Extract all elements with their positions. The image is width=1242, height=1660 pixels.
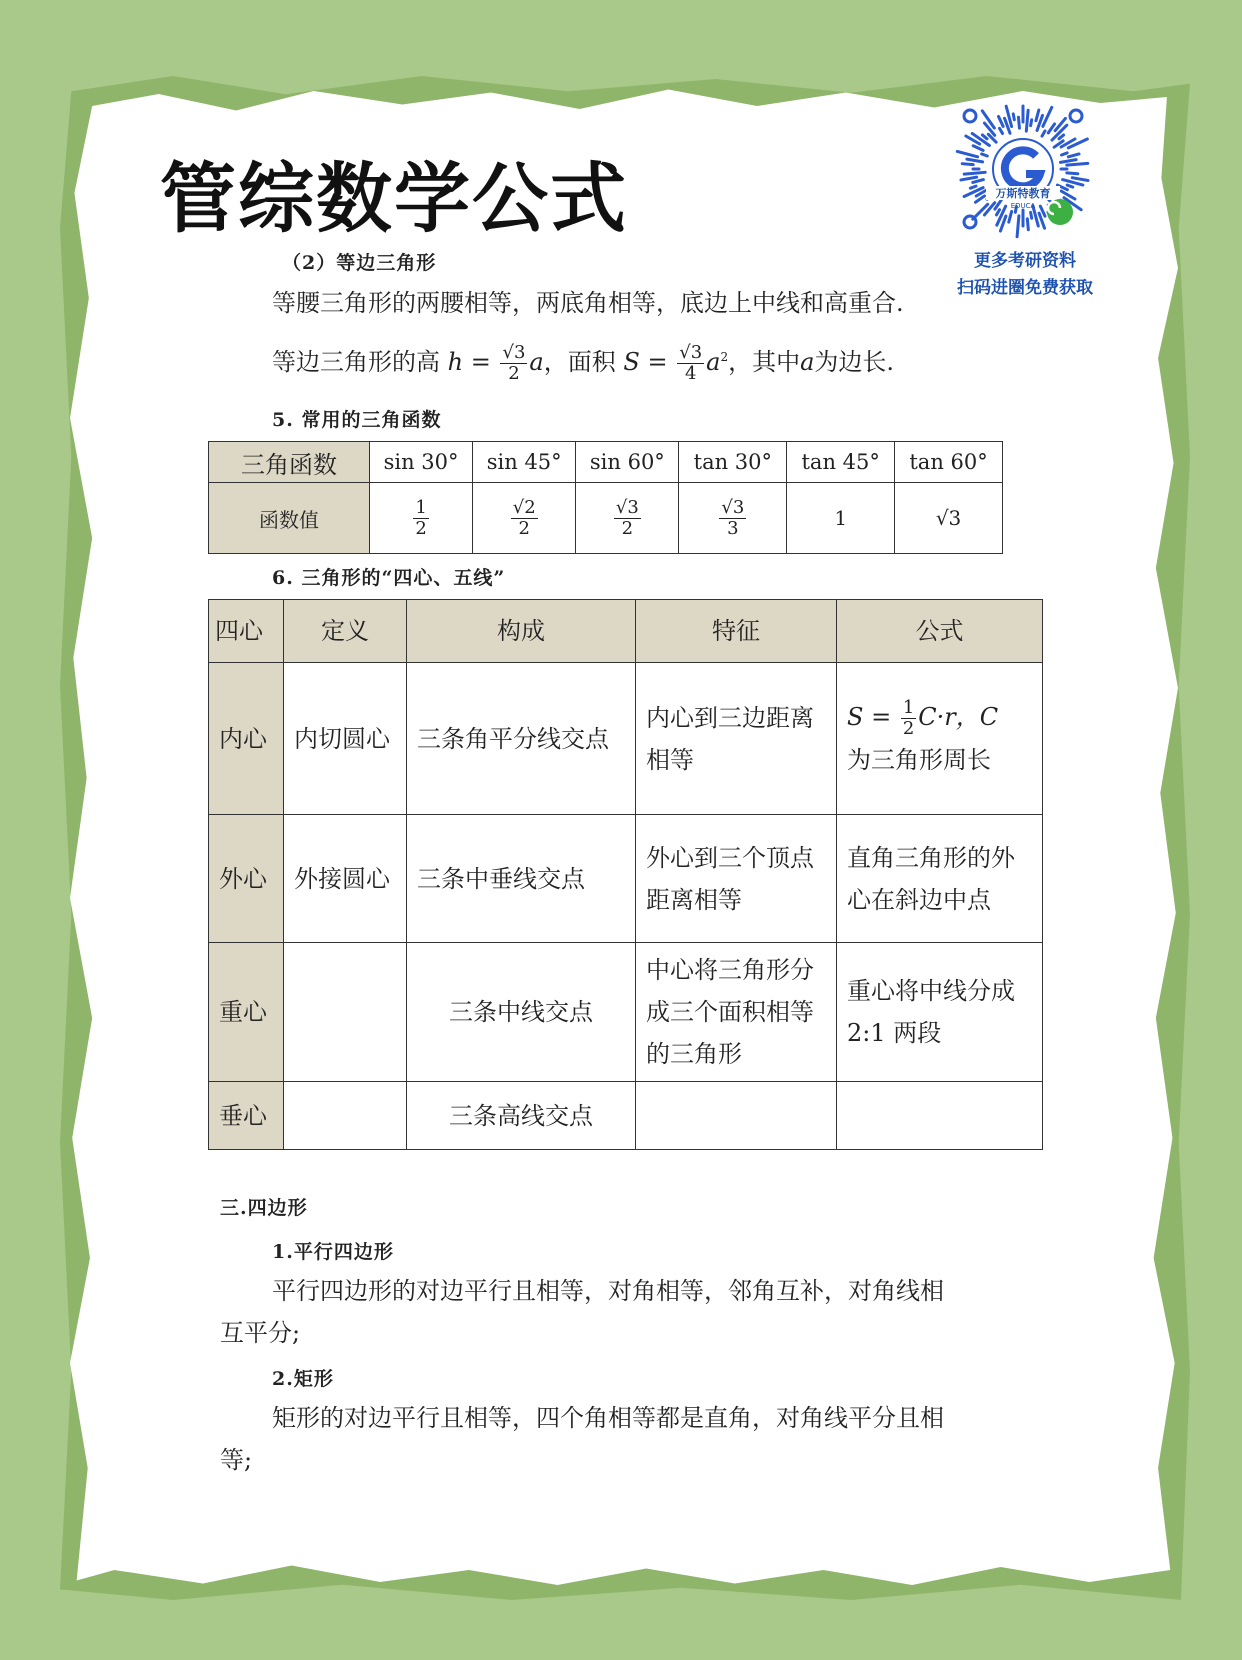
area-den: 4 bbox=[684, 363, 697, 384]
centers-col-header: 特征 bbox=[636, 600, 837, 663]
qr-dash bbox=[1031, 212, 1032, 218]
qr-caption-line1: 更多考研资料 bbox=[974, 251, 1076, 271]
qr-dash bbox=[962, 164, 973, 165]
qr-dash bbox=[1067, 163, 1088, 165]
qr-dash bbox=[961, 177, 977, 180]
center-def bbox=[284, 1082, 407, 1150]
trig-table bbox=[208, 441, 1003, 554]
center-make: 三条高线交点 bbox=[407, 1082, 636, 1150]
center-formula: S = $\frac{1}{2}$ C·r，C 为三角形周长 bbox=[837, 663, 1043, 815]
trig-value: 1 bbox=[787, 483, 895, 554]
qr-dash bbox=[967, 159, 983, 162]
center-def bbox=[284, 943, 407, 1082]
center-feature: 内心到三边距离相等 bbox=[636, 663, 837, 815]
trig-value: $\frac{√3}{2}$ bbox=[576, 483, 679, 554]
trig-value: $\frac{√3}{3}$ bbox=[679, 483, 787, 554]
qr-dash bbox=[1018, 117, 1019, 128]
table-row bbox=[209, 943, 1043, 1082]
var-a-area: a bbox=[706, 348, 721, 376]
qr-dash bbox=[1067, 173, 1078, 174]
center-name: 重心 bbox=[209, 943, 284, 1082]
qr-dash bbox=[995, 200, 1001, 209]
center-name: 垂心 bbox=[209, 1082, 284, 1150]
qr-dash bbox=[1009, 212, 1012, 223]
quad-heading: 三.四边形 bbox=[220, 1197, 308, 1219]
center-formula: 直角三角形的外心在斜边中点 bbox=[837, 815, 1043, 943]
qr-dash bbox=[1060, 160, 1076, 163]
center-feature: 中心将三角形分成三个面积相等的三角形 bbox=[636, 943, 837, 1082]
trig-col: sin 60° bbox=[576, 442, 679, 483]
qr-dash bbox=[1059, 135, 1064, 139]
triangle-line2-c: ，其中 bbox=[728, 348, 801, 376]
qr-dash bbox=[997, 210, 1000, 215]
qr-dash bbox=[964, 172, 985, 174]
parallelogram-heading: 1.平行四边形 bbox=[272, 1241, 394, 1263]
rectangle-text-b: 等; bbox=[220, 1446, 253, 1474]
var-a-side: a bbox=[800, 348, 815, 376]
center-feature bbox=[636, 1082, 837, 1150]
centers-col-header: 公式 bbox=[837, 600, 1043, 663]
trig-heading: 5. 常用的三角函数 bbox=[272, 409, 442, 431]
center-name: 外心 bbox=[209, 815, 284, 943]
center-def: 外接圆心 bbox=[284, 815, 407, 943]
qr-dash bbox=[1048, 124, 1054, 133]
centers-col-header: 四心 bbox=[209, 600, 284, 663]
center-formula bbox=[837, 1082, 1043, 1150]
triangle-line2-d: 为边长. bbox=[814, 348, 895, 376]
qr-dash bbox=[1000, 128, 1003, 133]
qr-dash bbox=[1013, 114, 1014, 120]
qr-code-icon[interactable] bbox=[948, 94, 1098, 244]
triangle-line2-b: ，面积 bbox=[543, 348, 616, 376]
qr-brand-en: EDUCA bbox=[1010, 202, 1036, 210]
qr-dash bbox=[1068, 154, 1079, 157]
qr-dash bbox=[1042, 131, 1045, 136]
trig-col: tan 45° bbox=[787, 442, 895, 483]
centers-table bbox=[208, 599, 1043, 1150]
trig-header-row bbox=[209, 442, 1003, 483]
area-fraction: $\frac{√3}{4}$ bbox=[679, 342, 703, 384]
center-feature: 外心到三个顶点距离相等 bbox=[636, 815, 837, 943]
qr-dash bbox=[1043, 107, 1052, 126]
trig-value: √3 bbox=[895, 483, 1003, 554]
qr-dash bbox=[1027, 219, 1028, 230]
qr-dash bbox=[982, 135, 987, 139]
qr-dash bbox=[1062, 153, 1068, 155]
var-h: h bbox=[447, 348, 464, 376]
qr-dash bbox=[1026, 110, 1028, 131]
qr-caption bbox=[935, 248, 1115, 302]
qr-dash bbox=[1017, 216, 1019, 237]
centers-heading: 6. 三角形的“四心、五线” bbox=[272, 567, 506, 589]
trig-col: tan 60° bbox=[895, 442, 1003, 483]
qr-dash bbox=[1031, 120, 1032, 126]
centers-col-header: 构成 bbox=[407, 600, 636, 663]
var-S: S bbox=[623, 348, 640, 376]
trig-row-values: 函数值 bbox=[209, 483, 370, 554]
center-make: 三条中线交点 bbox=[407, 943, 636, 1082]
table-row bbox=[209, 815, 1043, 943]
centers-col-header: 定义 bbox=[284, 600, 407, 663]
section-heading-equilateral: （2）等边三角形 bbox=[282, 252, 437, 274]
center-def: 内切圆心 bbox=[284, 663, 407, 815]
table-row bbox=[209, 663, 1043, 815]
trig-col: sin 45° bbox=[473, 442, 576, 483]
qr-dash bbox=[970, 186, 976, 188]
trig-values-row bbox=[209, 483, 1003, 554]
var-a-height: a bbox=[529, 348, 544, 376]
trig-value: $\frac{1}{2}$ bbox=[370, 483, 473, 554]
trig-row-header: 三角函数 bbox=[209, 442, 370, 483]
center-name: 内心 bbox=[209, 663, 284, 815]
trig-col: sin 30° bbox=[370, 442, 473, 483]
height-sqrt-3: 3 bbox=[513, 342, 526, 363]
triangle-line2-a: 等边三角形的高 bbox=[272, 348, 440, 376]
qr-dash bbox=[957, 151, 977, 156]
trig-value: $\frac{√2}{2}$ bbox=[473, 483, 576, 554]
qr-dash bbox=[1072, 178, 1088, 181]
qr-brand: 万斯特教育 bbox=[995, 187, 1051, 200]
qr-dash bbox=[973, 180, 984, 183]
parallelogram-text-a: 平行四边形的对边平行且相等，对角相等，邻角互补，对角线相 bbox=[272, 1277, 944, 1305]
center-formula: 重心将中线分成 2:1 两段 bbox=[837, 943, 1043, 1082]
center-make: 三条角平分线交点 bbox=[407, 663, 636, 815]
table-row bbox=[209, 1082, 1043, 1150]
area-sqrt-3: 3 bbox=[690, 342, 703, 363]
page-title: 管综数学公式 bbox=[160, 154, 628, 243]
triangle-line2: 等边三角形的高 h = $\frac{√3}{2}$ a，面积 S = $\frac{√3}{4}$ $a^2$，其中a为边长. bbox=[272, 342, 895, 384]
centers-header-row bbox=[209, 600, 1043, 663]
qr-caption-line2: 扫码进圈免费获取 bbox=[957, 278, 1093, 298]
qr-dash bbox=[973, 146, 983, 151]
height-fraction: $\frac{√3}{2}$ bbox=[502, 342, 526, 384]
qr-dash bbox=[998, 116, 1003, 126]
rectangle-heading: 2.矩形 bbox=[272, 1368, 334, 1390]
qr-dash bbox=[982, 154, 988, 156]
height-den: 2 bbox=[508, 363, 520, 384]
triangle-line1: 等腰三角形的两腰相等，两底角相等，底边上中线和高重合. bbox=[272, 289, 904, 317]
qr-dash bbox=[1067, 185, 1073, 187]
trig-col: tan 30° bbox=[679, 442, 787, 483]
qr-dash bbox=[1036, 110, 1039, 121]
parallelogram-text-b: 互平分; bbox=[220, 1319, 301, 1347]
center-make: 三条中垂线交点 bbox=[407, 815, 636, 943]
rectangle-text-a: 矩形的对边平行且相等，四个角相等都是直角，对角线平分且相 bbox=[272, 1404, 944, 1432]
